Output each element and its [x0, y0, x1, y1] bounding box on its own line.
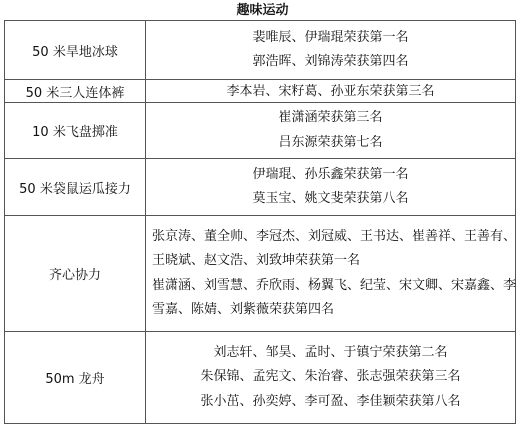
result-line: 裴唯辰、伊瑞琨荣获第一名	[252, 29, 409, 45]
result-line: 崔潇涵、刘雪慧、乔欣雨、杨翼飞、纪莹、宋文卿、宋嘉鑫、李	[152, 277, 517, 293]
table-row	[5, 216, 516, 332]
result-line: 莫玉宝、姚文斐荣获第八名	[252, 191, 409, 206]
table-row	[5, 159, 516, 216]
result-cell	[146, 80, 516, 103]
table-row	[5, 21, 516, 80]
result-cell	[146, 103, 516, 159]
result-cell	[146, 216, 516, 332]
event-name-cell: 50 米袋鼠运瓜接力	[5, 159, 146, 216]
result-line: 吕东源荣获第七名	[278, 134, 383, 150]
event-name-cell: 齐心协力	[5, 216, 146, 332]
event-name-cell: 10 米飞盘掷准	[5, 103, 146, 159]
awards-table	[4, 20, 516, 424]
result-line: 刘志轩、邹昊、孟时、于镇宁荣获第二名	[213, 344, 448, 360]
event-name-cell: 50m 龙舟	[5, 332, 146, 424]
result-line: 张京涛、董全帅、李冠杰、刘冠威、王书达、崔善祥、王善有、	[152, 228, 517, 244]
result-line: 崔潇涵荣获第三名	[278, 110, 383, 125]
result-line: 郭浩晖、刘锦涛荣获第四名	[252, 54, 409, 69]
event-name-cell: 50 米三人连体裤	[5, 80, 146, 103]
result-line: 李本岩、宋籽葛、孙亚东荣获第三名	[226, 83, 435, 99]
table-row	[5, 80, 516, 103]
result-line: 伊瑞琨、孙乐鑫荣获第一名	[252, 166, 409, 182]
result-line: 朱保锦、孟宪文、朱治睿、张志强荣获第三名	[200, 369, 461, 385]
result-line: 张小茁、孙奕婷、李可盈、李佳颖荣获第八名	[200, 393, 461, 409]
result-line: 雪嘉、陈婧、刘紫薇荣获第四名	[152, 302, 335, 317]
table-row	[5, 332, 516, 424]
result-cell	[146, 21, 516, 80]
result-line: 王晓斌、赵文浩、刘致坤荣获第一名	[152, 253, 361, 268]
result-cell	[146, 159, 516, 216]
result-cell	[146, 332, 516, 424]
table-row	[5, 103, 516, 159]
event-name-cell: 50 米旱地冰球	[5, 21, 146, 80]
document-title: 趣味运动	[236, 3, 289, 18]
